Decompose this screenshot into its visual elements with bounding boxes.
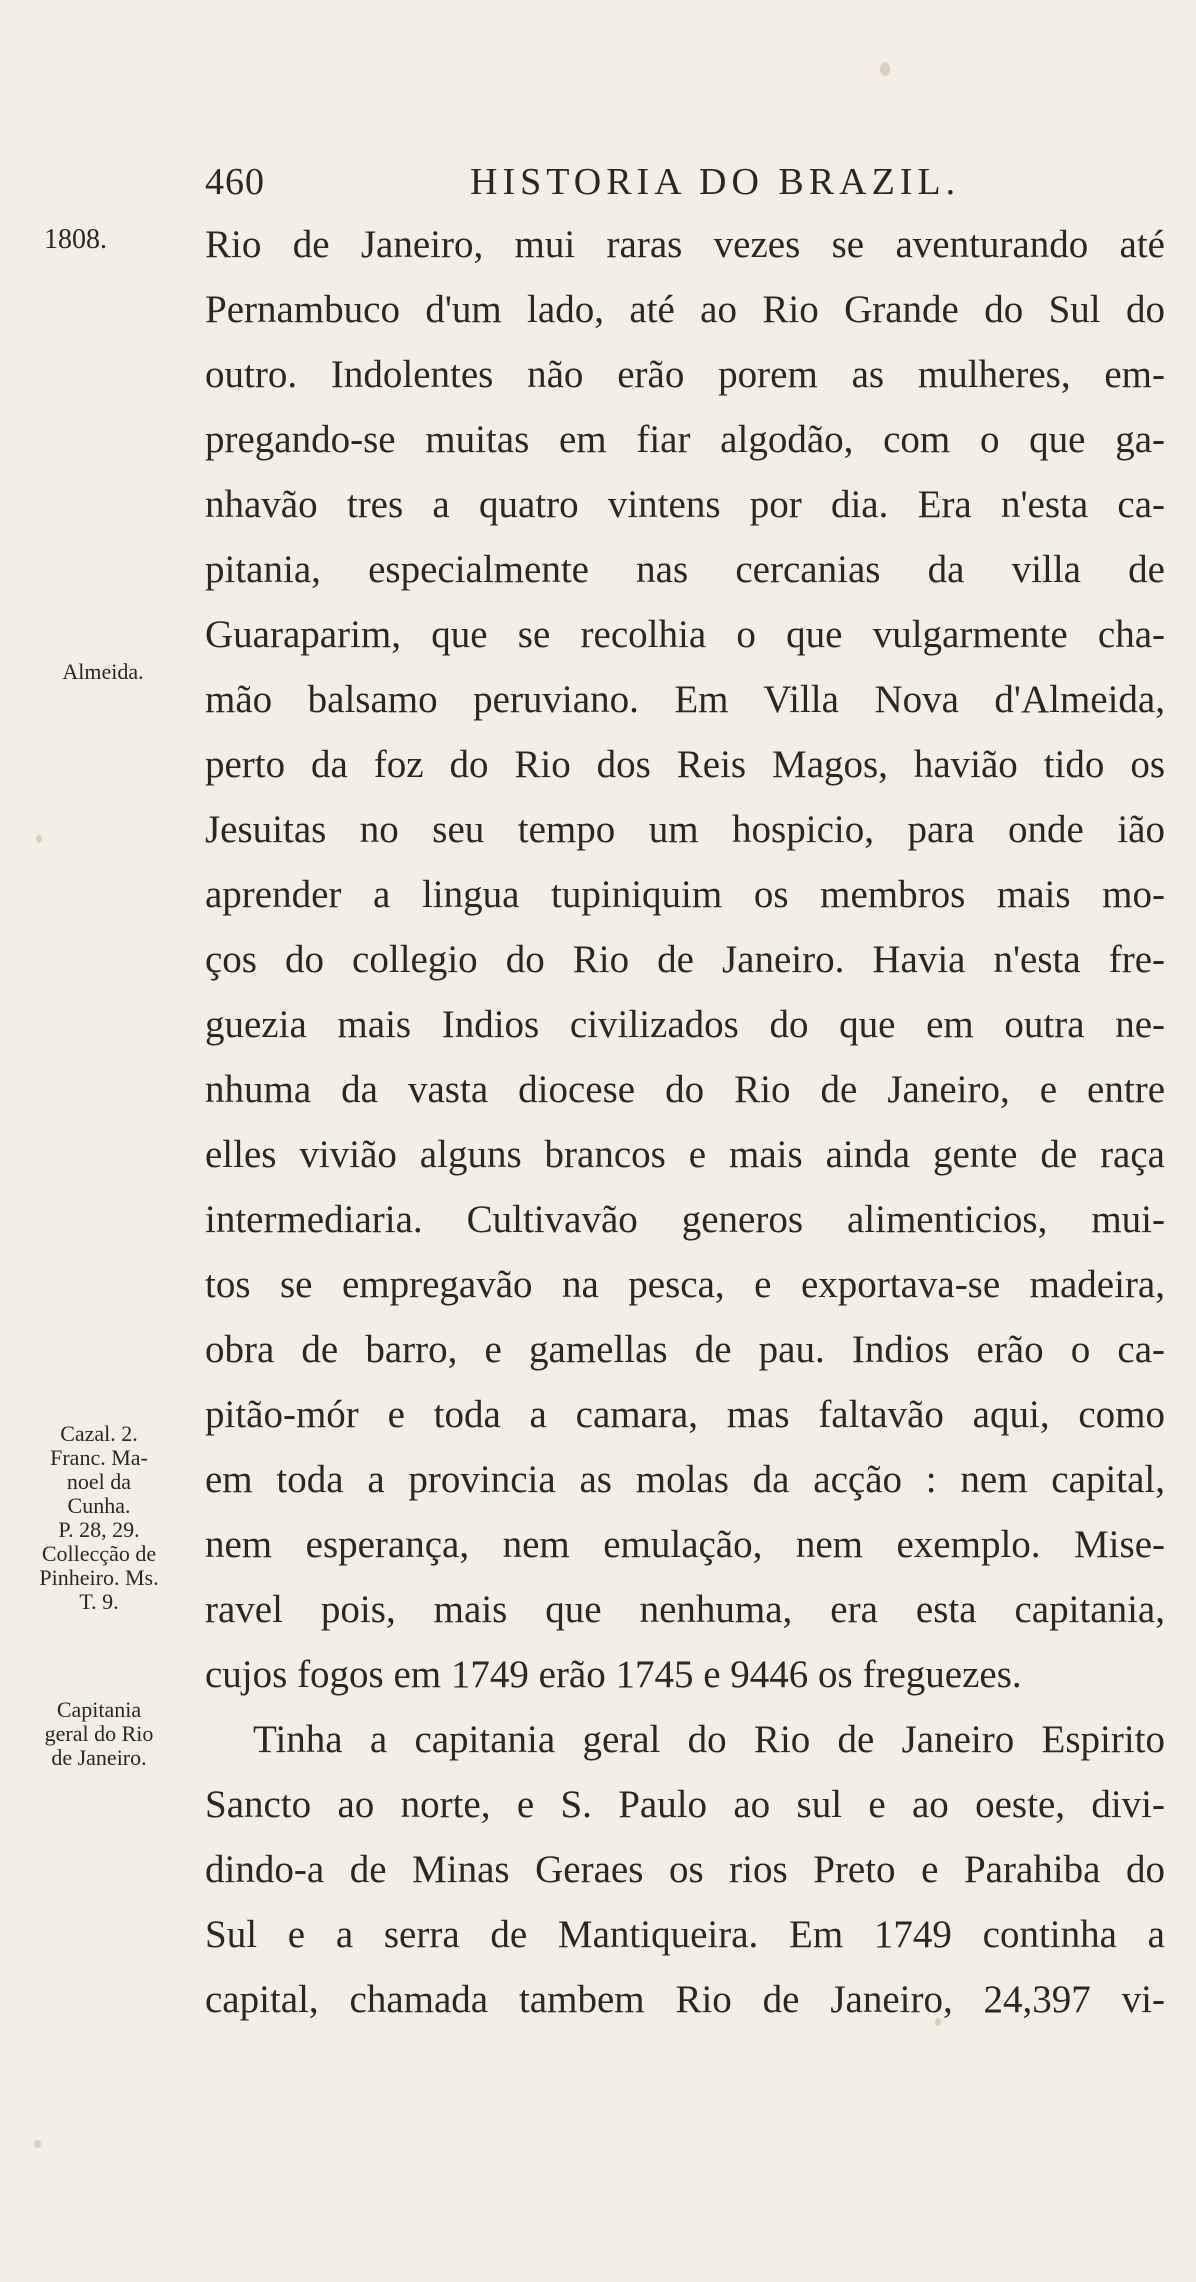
- text-line: perto da foz do Rio dos Reis Magos, havião tido os: [205, 743, 1165, 786]
- margin-note-line: Collecção de: [41, 1541, 157, 1566]
- text-line: tos se empregavão na pesca, e exportava-se madeira,: [205, 1263, 1165, 1306]
- text-line: pitão-mór e toda a camara, mas faltavão aqui, como: [205, 1393, 1165, 1436]
- text-line: ços do collegio do Rio de Janeiro. Havia n'esta fre-: [205, 938, 1165, 981]
- margin-note-sources: [0, 1422, 198, 1614]
- text-line: Tinha a capitania geral do Rio de Janeiro Espirito: [253, 1718, 1165, 1761]
- text-line: Jesuitas no seu tempo um hospicio, para onde ião: [205, 808, 1165, 851]
- text-line: cujos fogos em 1749 erão 1745 e 9446 os freguezes.: [205, 1653, 1022, 1696]
- text-line: nem esperança, nem emulação, nem exemplo. Mise-: [205, 1523, 1165, 1566]
- text-line: capital, chamada tambem Rio de Janeiro, 24,397 vi-: [205, 1978, 1165, 2021]
- body-text: [205, 212, 1165, 2032]
- text-line: outro. Indolentes não erão porem as mulheres, em-: [205, 353, 1165, 396]
- text-line: nhavão tres a quatro vintens por dia. Era n'esta ca-: [205, 483, 1165, 526]
- margin-note-line: de Janeiro.: [51, 1745, 147, 1770]
- margin-note-line: Franc. Ma-: [50, 1445, 148, 1470]
- text-line: Sancto ao norte, e S. Paulo ao sul e ao oeste, divi-: [205, 1783, 1165, 1826]
- text-line: aprender a lingua tupiniquim os membros mais mo-: [205, 873, 1165, 916]
- margin-note-line: Capitania: [56, 1697, 142, 1722]
- text-line: ravel pois, mais que nenhuma, era esta capitania,: [205, 1588, 1165, 1631]
- paper-stain: [34, 2140, 41, 2148]
- paper-stain: [36, 835, 42, 843]
- margin-note-line: Cunha.: [67, 1493, 131, 1518]
- margin-note-line: T. 9.: [79, 1589, 119, 1614]
- text-line: elles vivião alguns brancos e mais ainda gente de raça: [205, 1133, 1165, 1176]
- text-line: dindo-a de Minas Geraes os rios Preto e Parahiba do: [205, 1848, 1165, 1891]
- text-line: Sul e a serra de Mantiqueira. Em 1749 continha a: [205, 1913, 1165, 1956]
- margin-note-almeida: [8, 660, 198, 684]
- margin-year: 1808.: [44, 224, 107, 255]
- page-header: [0, 160, 1196, 210]
- text-line: em toda a provincia as molas da acção : nem capital,: [205, 1458, 1165, 1501]
- text-line: guezia mais Indios civilizados do que em outra ne-: [205, 1003, 1165, 1046]
- text-line: nhuma da vasta diocese do Rio de Janeiro, e entre: [205, 1068, 1165, 1111]
- margin-note-line: Almeida.: [62, 659, 144, 684]
- text-line: pitania, especialmente nas cercanias da villa de: [205, 548, 1165, 591]
- margin-note-line: noel da: [66, 1469, 132, 1494]
- margin-note-line: Cazal. 2.: [60, 1421, 138, 1446]
- text-line: obra de barro, e gamellas de pau. Indios erão o ca-: [205, 1328, 1165, 1371]
- margin-note-line: Pinheiro. Ms.: [39, 1565, 159, 1590]
- margin-note-line: geral do Rio: [44, 1721, 154, 1746]
- running-title: HISTORIA DO BRAZIL.: [470, 161, 961, 203]
- paper-stain: [880, 62, 890, 76]
- text-line: Guaraparim, que se recolhia o que vulgarmente cha-: [205, 613, 1165, 656]
- text-line: mão balsamo peruviano. Em Villa Nova d'Almeida,: [205, 678, 1165, 721]
- text-line: Rio de Janeiro, mui raras vezes se aventurando até: [205, 223, 1165, 266]
- text-line: intermediaria. Cultivavão generos alimenticios, mui-: [205, 1198, 1165, 1241]
- margin-note-line: P. 28, 29.: [58, 1517, 140, 1542]
- text-line: Pernambuco d'um lado, até ao Rio Grande do Sul do: [205, 288, 1165, 331]
- margin-note-capitania: [0, 1698, 198, 1770]
- text-line: pregando-se muitas em fiar algodão, com o que ga-: [205, 418, 1165, 461]
- page-number: 460: [205, 161, 265, 203]
